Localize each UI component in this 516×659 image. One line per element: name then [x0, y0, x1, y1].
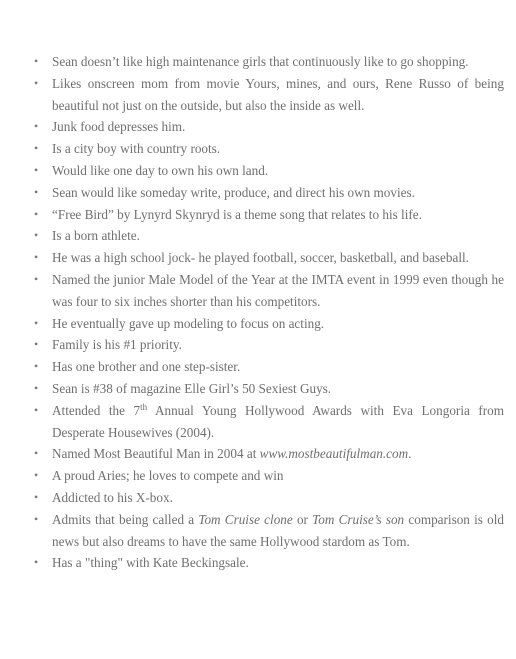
list-item	[34, 443, 504, 465]
list-item: • Likes onscreen mom from movie Yours, mines, and ours, Rene Russo of being beautiful not just on the outside, but also the inside as well.	[34, 73, 504, 117]
list-item: • Would like one day to own his own land.	[34, 160, 504, 182]
beautiful-text-prefix: Named Most Beautiful Man in 2004 at	[52, 446, 260, 462]
awards-text-prefix: Attended the 7	[52, 402, 141, 418]
ordinal-suffix: th	[140, 401, 148, 412]
list-item: • “Free Bird” by Lynyrd Skynryd is a theme song that relates to his life.	[34, 204, 504, 226]
cruise-text-middle: or	[292, 511, 313, 527]
cruise-text-suffix: comparison is old news but also dreams to have the same Hollywood stardom as Tom.	[52, 511, 504, 549]
list-item: • Junk food depresses him.	[34, 116, 504, 138]
list-item: • Addicted to his X-box.	[34, 487, 504, 509]
cruise-son-text: Tom Cruise’s son	[312, 511, 405, 527]
list-item: • A proud Aries; he loves to compete and win	[34, 465, 504, 487]
list-item: • Family is his #1 priority.	[34, 334, 504, 356]
beautiful-text-suffix: .	[408, 446, 412, 462]
fact-list	[34, 51, 504, 574]
list-item	[34, 400, 504, 444]
list-item: • Is a born athlete.	[34, 225, 504, 247]
cruise-text-prefix: Admits that being called a	[52, 511, 199, 527]
list-item: • He was a high school jock- he played football, soccer, basketball, and baseball.	[34, 247, 504, 269]
list-item: • Sean doesn’t like high maintenance girls that continuously like to go shopping.	[34, 51, 504, 73]
website-text: www.mostbeautifulman.com	[259, 446, 409, 462]
awards-text-suffix: Annual Young Hollywood Awards with Eva Longoria from Desperate Housewives (2004).	[52, 402, 505, 440]
list-item: • Named the junior Male Model of the Year at the IMTA event in 1999 even though he was four to six inches shorter than his competitors.	[34, 269, 504, 313]
list-item: • Is a city boy with country roots.	[34, 138, 504, 160]
list-item: • Sean would like someday write, produce, and direct his own movies.	[34, 182, 504, 204]
list-item: • Has a "thing" with Kate Beckingsale.	[34, 552, 504, 574]
cruise-clone-text: Tom Cruise clone	[198, 511, 293, 527]
list-item: • Sean is #38 of magazine Elle Girl’s 50 Sexiest Guys.	[34, 378, 504, 400]
list-item: • Has one brother and one step-sister.	[34, 356, 504, 378]
list-item	[34, 509, 504, 553]
list-item: • He eventually gave up modeling to focus on acting.	[34, 313, 504, 335]
